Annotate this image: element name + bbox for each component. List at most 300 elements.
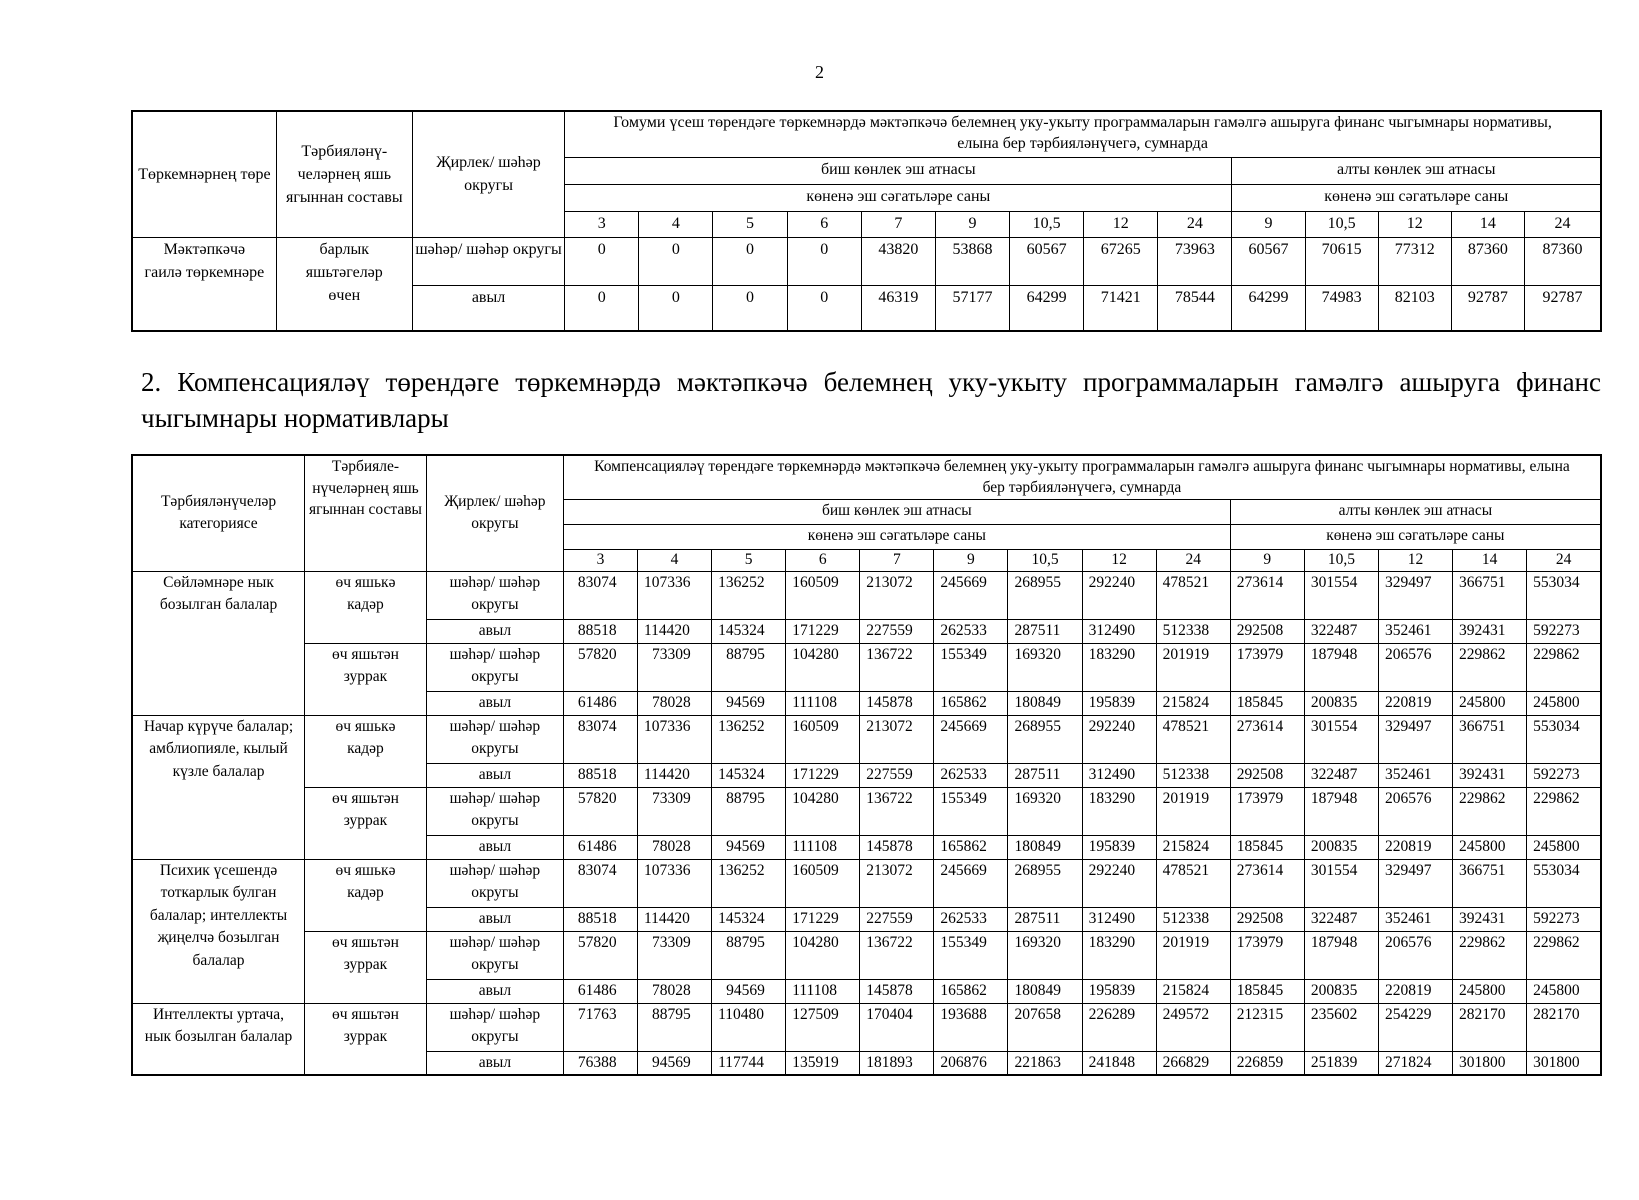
value-cell: 195839 (1082, 979, 1156, 1003)
row-locality: шәһәр/ шәһәр округы (426, 643, 563, 691)
value-cell: 94569 (712, 979, 786, 1003)
row-locality: шәһәр/ шәһәр округы (412, 237, 564, 285)
value-cell: 287511 (1008, 907, 1082, 931)
value-cell: 282170 (1453, 1003, 1527, 1051)
hours-header: 5 (712, 549, 786, 571)
value-cell: 195839 (1082, 691, 1156, 715)
header-category: Тәрбияләнүчеләр категориясе (132, 455, 305, 571)
hours-header: 3 (563, 549, 637, 571)
row-locality: авыл (426, 763, 563, 787)
hours-header: 7 (861, 211, 935, 237)
value-cell: 136722 (860, 787, 934, 835)
hours-header: 9 (934, 549, 1008, 571)
value-cell: 104280 (786, 787, 860, 835)
value-cell: 266829 (1156, 1051, 1230, 1075)
value-cell: 592273 (1527, 619, 1601, 643)
value-cell: 220819 (1378, 979, 1452, 1003)
row-category: Интеллекты уртача, нык бозылган балалар (132, 1003, 305, 1075)
row-locality: авыл (426, 835, 563, 859)
row-age: өч яшьтән зуррак (305, 787, 427, 859)
value-cell: 229862 (1453, 643, 1527, 691)
hours-header: 4 (639, 211, 713, 237)
value-cell: 287511 (1008, 763, 1082, 787)
value-cell: 287511 (1008, 619, 1082, 643)
value-cell: 241848 (1082, 1051, 1156, 1075)
value-cell: 206576 (1378, 643, 1452, 691)
hours-header: 12 (1084, 211, 1158, 237)
hours-header: 6 (786, 549, 860, 571)
table-row (132, 859, 1601, 907)
value-cell: 145878 (860, 979, 934, 1003)
value-cell: 165862 (934, 835, 1008, 859)
value-cell: 78544 (1158, 285, 1232, 331)
value-cell: 88518 (563, 763, 637, 787)
value-cell: 136722 (860, 931, 934, 979)
row-locality: шәһәр/ шәһәр округы (426, 787, 563, 835)
value-cell: 478521 (1156, 859, 1230, 907)
hours-header: 10,5 (1008, 549, 1082, 571)
value-cell: 187948 (1304, 931, 1378, 979)
value-cell: 245669 (934, 859, 1008, 907)
value-cell: 78028 (638, 979, 712, 1003)
hours-header: 12 (1082, 549, 1156, 571)
row-age: өч яшьтән зуррак (305, 931, 427, 1003)
value-cell: 76388 (563, 1051, 637, 1075)
hours-header: 24 (1527, 549, 1601, 571)
header-five-day-week: биш көнлек эш атнасы (563, 499, 1230, 524)
row-group-type: Мәктәпкәчә гаилә төркемнәре (132, 237, 276, 331)
value-cell: 227559 (860, 619, 934, 643)
value-cell: 200835 (1304, 979, 1378, 1003)
value-cell: 165862 (934, 691, 1008, 715)
value-cell: 145324 (712, 619, 786, 643)
value-cell: 193688 (934, 1003, 1008, 1051)
value-cell: 201919 (1156, 931, 1230, 979)
value-cell: 136252 (712, 859, 786, 907)
value-cell: 229862 (1453, 787, 1527, 835)
value-cell: 229862 (1453, 931, 1527, 979)
row-locality: авыл (426, 691, 563, 715)
header-locality: Җирлек/ шәһәр округы (426, 455, 563, 571)
value-cell: 206576 (1378, 787, 1452, 835)
value-cell: 185845 (1230, 835, 1304, 859)
value-cell: 73309 (638, 787, 712, 835)
value-cell: 180849 (1008, 979, 1082, 1003)
row-age: өч яшькә кадәр (305, 571, 427, 643)
value-cell: 155349 (934, 931, 1008, 979)
value-cell: 173979 (1230, 931, 1304, 979)
value-cell: 61486 (563, 979, 637, 1003)
value-cell: 110480 (712, 1003, 786, 1051)
value-cell: 87360 (1524, 237, 1601, 285)
value-cell: 195839 (1082, 835, 1156, 859)
value-cell: 268955 (1008, 715, 1082, 763)
hours-header: 4 (638, 549, 712, 571)
value-cell: 292508 (1230, 619, 1304, 643)
value-cell: 292240 (1082, 859, 1156, 907)
hours-header: 5 (713, 211, 787, 237)
row-locality: авыл (426, 619, 563, 643)
value-cell: 94569 (638, 1051, 712, 1075)
value-cell: 249572 (1156, 1003, 1230, 1051)
value-cell: 292508 (1230, 907, 1304, 931)
value-cell: 183290 (1082, 787, 1156, 835)
value-cell: 173979 (1230, 643, 1304, 691)
value-cell: 145324 (712, 763, 786, 787)
value-cell: 322487 (1304, 619, 1378, 643)
value-cell: 165862 (934, 979, 1008, 1003)
value-cell: 592273 (1527, 763, 1601, 787)
value-cell: 352461 (1378, 619, 1452, 643)
value-cell: 155349 (934, 787, 1008, 835)
value-cell: 0 (787, 285, 861, 331)
value-cell: 183290 (1082, 931, 1156, 979)
value-cell: 268955 (1008, 859, 1082, 907)
page-number: 2 (815, 62, 824, 82)
value-cell: 301800 (1453, 1051, 1527, 1075)
row-locality: шәһәр/ шәһәр округы (426, 1003, 563, 1051)
value-cell: 215824 (1156, 835, 1230, 859)
header-six-day-week: алты көнлек эш атнасы (1232, 157, 1601, 184)
header-main: Компенсацияләү төрендәге төркемнәрдә мәктәпкәчә белемнең уку-укыту программаларын гамәлгә ашыруга финанс чыгымнары нормативы, елына бер тәрбияләнүчегә, сумнарда (563, 455, 1601, 499)
value-cell: 107336 (638, 859, 712, 907)
header-age: Тәрбияле-нүчеләрнең яшь ягыннан составы (305, 455, 427, 571)
value-cell: 245669 (934, 715, 1008, 763)
header-hours-five: көненә эш сәгатьләре саны (565, 184, 1232, 211)
value-cell: 292240 (1082, 715, 1156, 763)
row-category: Сөйләмнәре нык бозылган балалар (132, 571, 305, 715)
value-cell: 71421 (1084, 285, 1158, 331)
value-cell: 312490 (1082, 619, 1156, 643)
value-cell: 329497 (1378, 859, 1452, 907)
value-cell: 57820 (563, 931, 637, 979)
value-cell: 220819 (1378, 691, 1452, 715)
value-cell: 183290 (1082, 643, 1156, 691)
row-locality: шәһәр/ шәһәр округы (426, 715, 563, 763)
value-cell: 0 (713, 237, 787, 285)
value-cell: 136252 (712, 571, 786, 619)
value-cell: 254229 (1378, 1003, 1452, 1051)
hours-header: 9 (1230, 549, 1304, 571)
value-cell: 171229 (786, 907, 860, 931)
value-cell: 114420 (638, 763, 712, 787)
value-cell: 73963 (1158, 237, 1232, 285)
value-cell: 206876 (934, 1051, 1008, 1075)
table-row (132, 1003, 1601, 1051)
header-six-day-week: алты көнлек эш атнасы (1230, 499, 1601, 524)
value-cell: 200835 (1304, 835, 1378, 859)
value-cell: 187948 (1304, 787, 1378, 835)
value-cell: 229862 (1527, 643, 1601, 691)
value-cell: 78028 (638, 835, 712, 859)
value-cell: 83074 (563, 715, 637, 763)
value-cell: 245800 (1453, 835, 1527, 859)
value-cell: 111108 (786, 691, 860, 715)
general-groups-table (131, 110, 1602, 332)
value-cell: 145324 (712, 907, 786, 931)
header-hours-six: көненә эш сәгатьләре саны (1232, 184, 1601, 211)
hours-header: 9 (935, 211, 1009, 237)
value-cell: 312490 (1082, 763, 1156, 787)
hours-header: 10,5 (1010, 211, 1084, 237)
value-cell: 155349 (934, 643, 1008, 691)
value-cell: 73309 (638, 931, 712, 979)
table-row (132, 715, 1601, 763)
value-cell: 73309 (638, 643, 712, 691)
value-cell: 329497 (1378, 571, 1452, 619)
value-cell: 268955 (1008, 571, 1082, 619)
value-cell: 478521 (1156, 571, 1230, 619)
value-cell: 170404 (860, 1003, 934, 1051)
row-age: өч яшькә кадәр (305, 859, 427, 931)
value-cell: 271824 (1378, 1051, 1452, 1075)
value-cell: 245800 (1527, 691, 1601, 715)
value-cell: 67265 (1084, 237, 1158, 285)
value-cell: 292508 (1230, 763, 1304, 787)
value-cell: 160509 (786, 859, 860, 907)
row-locality: авыл (412, 285, 564, 331)
row-locality: авыл (426, 979, 563, 1003)
value-cell: 94569 (712, 691, 786, 715)
value-cell: 262533 (934, 907, 1008, 931)
header-group-type: Төркемнәрнең төре (132, 111, 276, 237)
value-cell: 301554 (1304, 859, 1378, 907)
value-cell: 226859 (1230, 1051, 1304, 1075)
value-cell: 273614 (1230, 571, 1304, 619)
value-cell: 88795 (712, 787, 786, 835)
value-cell: 215824 (1156, 691, 1230, 715)
value-cell: 392431 (1453, 763, 1527, 787)
value-cell: 220819 (1378, 835, 1452, 859)
value-cell: 301554 (1304, 715, 1378, 763)
value-cell: 64299 (1232, 285, 1305, 331)
header-hours-six: көненә эш сәгатьләре саны (1230, 524, 1601, 549)
value-cell: 227559 (860, 763, 934, 787)
value-cell: 206576 (1378, 931, 1452, 979)
value-cell: 136722 (860, 643, 934, 691)
hours-header: 14 (1453, 549, 1527, 571)
value-cell: 88518 (563, 907, 637, 931)
value-cell: 169320 (1008, 643, 1082, 691)
value-cell: 107336 (638, 715, 712, 763)
value-cell: 74983 (1305, 285, 1378, 331)
value-cell: 104280 (786, 643, 860, 691)
value-cell: 160509 (786, 571, 860, 619)
value-cell: 201919 (1156, 787, 1230, 835)
value-cell: 104280 (786, 931, 860, 979)
value-cell: 88518 (563, 619, 637, 643)
value-cell: 262533 (934, 619, 1008, 643)
value-cell: 312490 (1082, 907, 1156, 931)
value-cell: 53868 (935, 237, 1009, 285)
value-cell: 57820 (563, 643, 637, 691)
value-cell: 77312 (1378, 237, 1451, 285)
value-cell: 245669 (934, 571, 1008, 619)
value-cell: 187948 (1304, 643, 1378, 691)
hours-header: 24 (1156, 549, 1230, 571)
value-cell: 60567 (1232, 237, 1305, 285)
value-cell: 213072 (860, 571, 934, 619)
value-cell: 107336 (638, 571, 712, 619)
hours-header: 12 (1378, 211, 1451, 237)
value-cell: 322487 (1304, 763, 1378, 787)
value-cell: 64299 (1010, 285, 1084, 331)
value-cell: 329497 (1378, 715, 1452, 763)
value-cell: 145878 (860, 835, 934, 859)
row-locality: шәһәр/ шәһәр округы (426, 859, 563, 907)
value-cell: 282170 (1527, 1003, 1601, 1051)
value-cell: 229862 (1527, 787, 1601, 835)
row-category: Психик үсешендә тоткарлык булган балалар; интеллекты җиңелчә бозылган балалар (132, 859, 305, 1003)
value-cell: 553034 (1527, 715, 1601, 763)
table-row (132, 643, 1601, 691)
value-cell: 94569 (712, 835, 786, 859)
hours-header: 3 (565, 211, 639, 237)
value-cell: 322487 (1304, 907, 1378, 931)
value-cell: 111108 (786, 835, 860, 859)
value-cell: 83074 (563, 571, 637, 619)
value-cell: 213072 (860, 859, 934, 907)
value-cell: 229862 (1527, 931, 1601, 979)
value-cell: 185845 (1230, 979, 1304, 1003)
value-cell: 366751 (1453, 859, 1527, 907)
hours-header: 9 (1232, 211, 1305, 237)
value-cell: 171229 (786, 763, 860, 787)
value-cell: 71763 (563, 1003, 637, 1051)
value-cell: 57820 (563, 787, 637, 835)
value-cell: 88795 (638, 1003, 712, 1051)
value-cell: 88795 (712, 931, 786, 979)
value-cell: 592273 (1527, 907, 1601, 931)
row-age: өч яшьтән зуррак (305, 643, 427, 715)
row-locality: авыл (426, 907, 563, 931)
value-cell: 136252 (712, 715, 786, 763)
header-hours-five: көненә эш сәгатьләре саны (563, 524, 1230, 549)
value-cell: 366751 (1453, 571, 1527, 619)
value-cell: 70615 (1305, 237, 1378, 285)
value-cell: 114420 (638, 619, 712, 643)
value-cell: 0 (713, 285, 787, 331)
value-cell: 553034 (1527, 571, 1601, 619)
value-cell: 46319 (861, 285, 935, 331)
value-cell: 57177 (935, 285, 1009, 331)
value-cell: 171229 (786, 619, 860, 643)
value-cell: 127509 (786, 1003, 860, 1051)
header-main: Гомуми үсеш төрендәге төркемнәрдә мәктәпкәчә белемнең уку-укыту программаларын гамәлгә ашыруга финанс чыгымнары нормативы, елына бер тәрбияләнүчегә, сумнарда (565, 111, 1601, 157)
value-cell: 83074 (563, 859, 637, 907)
value-cell: 512338 (1156, 907, 1230, 931)
value-cell: 292240 (1082, 571, 1156, 619)
value-cell: 213072 (860, 715, 934, 763)
value-cell: 200835 (1304, 691, 1378, 715)
value-cell: 251839 (1304, 1051, 1378, 1075)
value-cell: 221863 (1008, 1051, 1082, 1075)
hours-header: 7 (860, 549, 934, 571)
value-cell: 235602 (1304, 1003, 1378, 1051)
value-cell: 135919 (786, 1051, 860, 1075)
value-cell: 226289 (1082, 1003, 1156, 1051)
hours-header: 14 (1451, 211, 1524, 237)
value-cell: 212315 (1230, 1003, 1304, 1051)
row-locality: шәһәр/ шәһәр округы (426, 931, 563, 979)
value-cell: 61486 (563, 835, 637, 859)
value-cell: 512338 (1156, 619, 1230, 643)
compensating-groups-table (131, 454, 1602, 1076)
value-cell: 78028 (638, 691, 712, 715)
hours-header: 12 (1378, 549, 1452, 571)
value-cell: 352461 (1378, 763, 1452, 787)
value-cell: 0 (565, 285, 639, 331)
value-cell: 61486 (563, 691, 637, 715)
value-cell: 117744 (712, 1051, 786, 1075)
row-locality: шәһәр/ шәһәр округы (426, 571, 563, 619)
row-age: барлык яшьтәгеләр өчен (276, 237, 412, 331)
value-cell: 87360 (1451, 237, 1524, 285)
value-cell: 392431 (1453, 907, 1527, 931)
value-cell: 392431 (1453, 619, 1527, 643)
section-heading: 2. Компенсацияләү төрендәге төркемнәрдә мәктәпкәчә белемнең уку-укыту программаларын гамәлгә ашыруга финанс чыгымнары нормативлары (141, 367, 1601, 433)
row-locality: авыл (426, 1051, 563, 1075)
value-cell: 160509 (786, 715, 860, 763)
value-cell: 111108 (786, 979, 860, 1003)
value-cell: 301800 (1527, 1051, 1601, 1075)
value-cell: 181893 (860, 1051, 934, 1075)
hours-header: 6 (787, 211, 861, 237)
value-cell: 0 (565, 237, 639, 285)
value-cell: 273614 (1230, 859, 1304, 907)
value-cell: 245800 (1453, 691, 1527, 715)
row-age: өч яшькә кадәр (305, 715, 427, 787)
value-cell: 352461 (1378, 907, 1452, 931)
value-cell: 207658 (1008, 1003, 1082, 1051)
header-locality: Җирлек/ шәһәр округы (412, 111, 564, 237)
value-cell: 169320 (1008, 931, 1082, 979)
value-cell: 245800 (1527, 979, 1601, 1003)
value-cell: 201919 (1156, 643, 1230, 691)
value-cell: 0 (787, 237, 861, 285)
value-cell: 215824 (1156, 979, 1230, 1003)
value-cell: 92787 (1451, 285, 1524, 331)
value-cell: 173979 (1230, 787, 1304, 835)
value-cell: 553034 (1527, 859, 1601, 907)
header-age: Тәрбияләнү-челәрнең яшь ягыннан составы (276, 111, 412, 237)
value-cell: 0 (639, 285, 713, 331)
value-cell: 245800 (1527, 835, 1601, 859)
row-age: өч яшьтән зуррак (305, 1003, 427, 1075)
value-cell: 227559 (860, 907, 934, 931)
value-cell: 301554 (1304, 571, 1378, 619)
table-row (132, 571, 1601, 619)
value-cell: 145878 (860, 691, 934, 715)
value-cell: 478521 (1156, 715, 1230, 763)
hours-header: 24 (1524, 211, 1601, 237)
table-row (132, 787, 1601, 835)
value-cell: 0 (639, 237, 713, 285)
hours-header: 10,5 (1305, 211, 1378, 237)
value-cell: 185845 (1230, 691, 1304, 715)
value-cell: 262533 (934, 763, 1008, 787)
value-cell: 88795 (712, 643, 786, 691)
value-cell: 169320 (1008, 787, 1082, 835)
hours-header: 24 (1158, 211, 1232, 237)
row-category: Начар күрүче балалар; амблиопияле, кылый күзле балалар (132, 715, 305, 859)
value-cell: 60567 (1010, 237, 1084, 285)
value-cell: 92787 (1524, 285, 1601, 331)
value-cell: 512338 (1156, 763, 1230, 787)
header-five-day-week: биш көнлек эш атнасы (565, 157, 1232, 184)
value-cell: 180849 (1008, 835, 1082, 859)
value-cell: 43820 (861, 237, 935, 285)
